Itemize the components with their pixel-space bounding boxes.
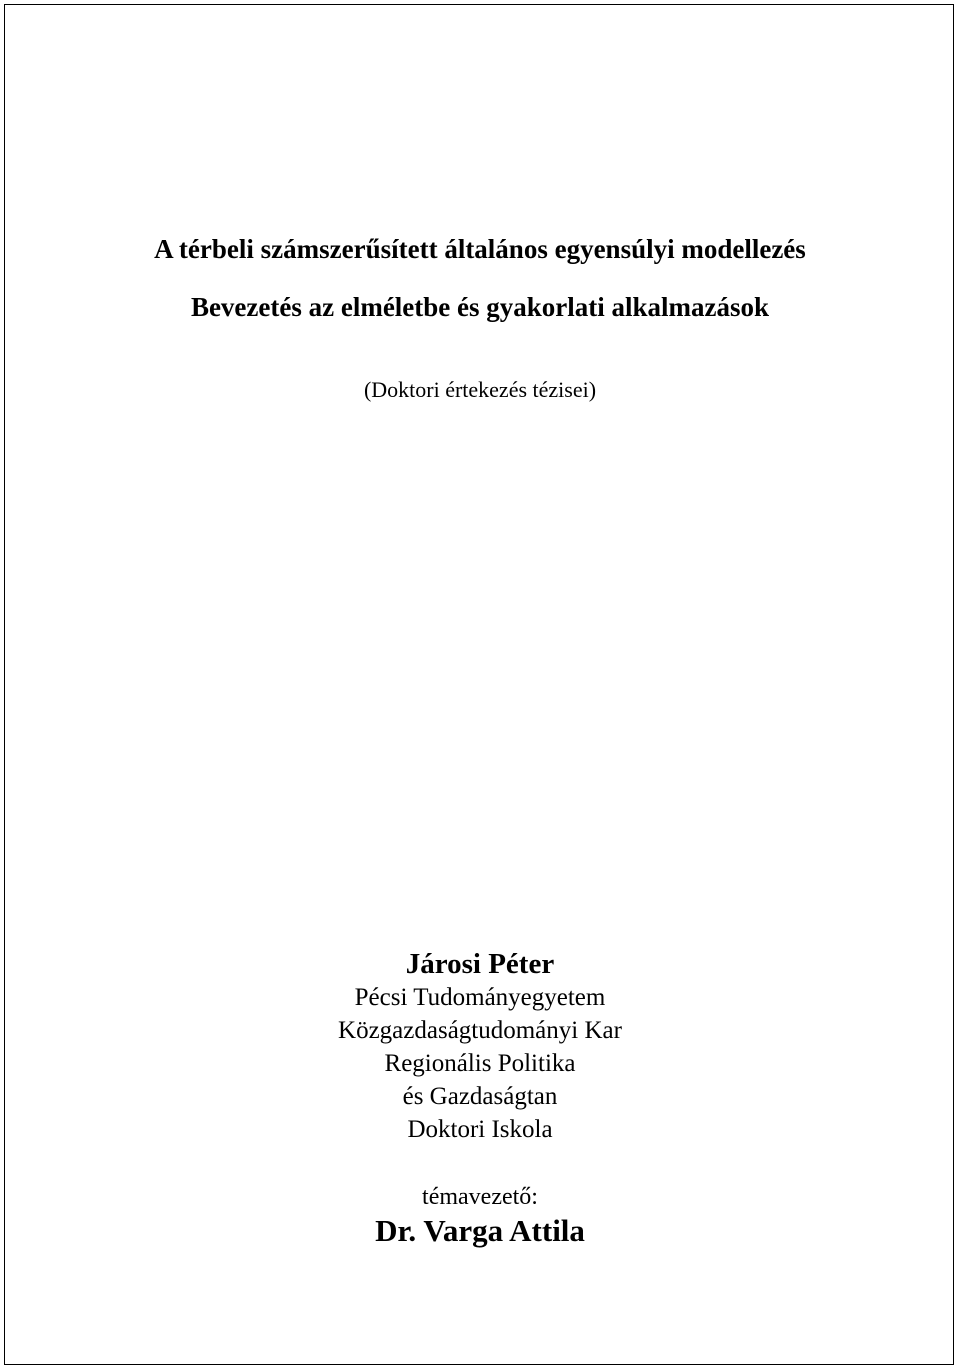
supervisor-label: témavezető: [422, 1184, 538, 1210]
affiliation-line: Közgazdaságtudományi Kar [338, 1017, 622, 1044]
author-name: Járosi Péter [405, 948, 555, 980]
document-subtitle: Bevezetés az elméletbe és gyakorlati alkalmazások [190, 292, 770, 322]
affiliation-line: Pécsi Tudományegyetem [354, 984, 606, 1011]
page-border [4, 4, 954, 1365]
supervisor-name: Dr. Varga Attila [375, 1213, 585, 1248]
document-title: A térbeli számszerűsített általános egyensúlyi modellezés [154, 234, 806, 264]
affiliation-line: és Gazdaságtan [402, 1083, 558, 1110]
affiliation-line: Regionális Politika [384, 1050, 576, 1077]
affiliation-line: Doktori Iskola [407, 1116, 553, 1143]
document-type: (Doktori értekezés tézisei) [363, 377, 597, 402]
